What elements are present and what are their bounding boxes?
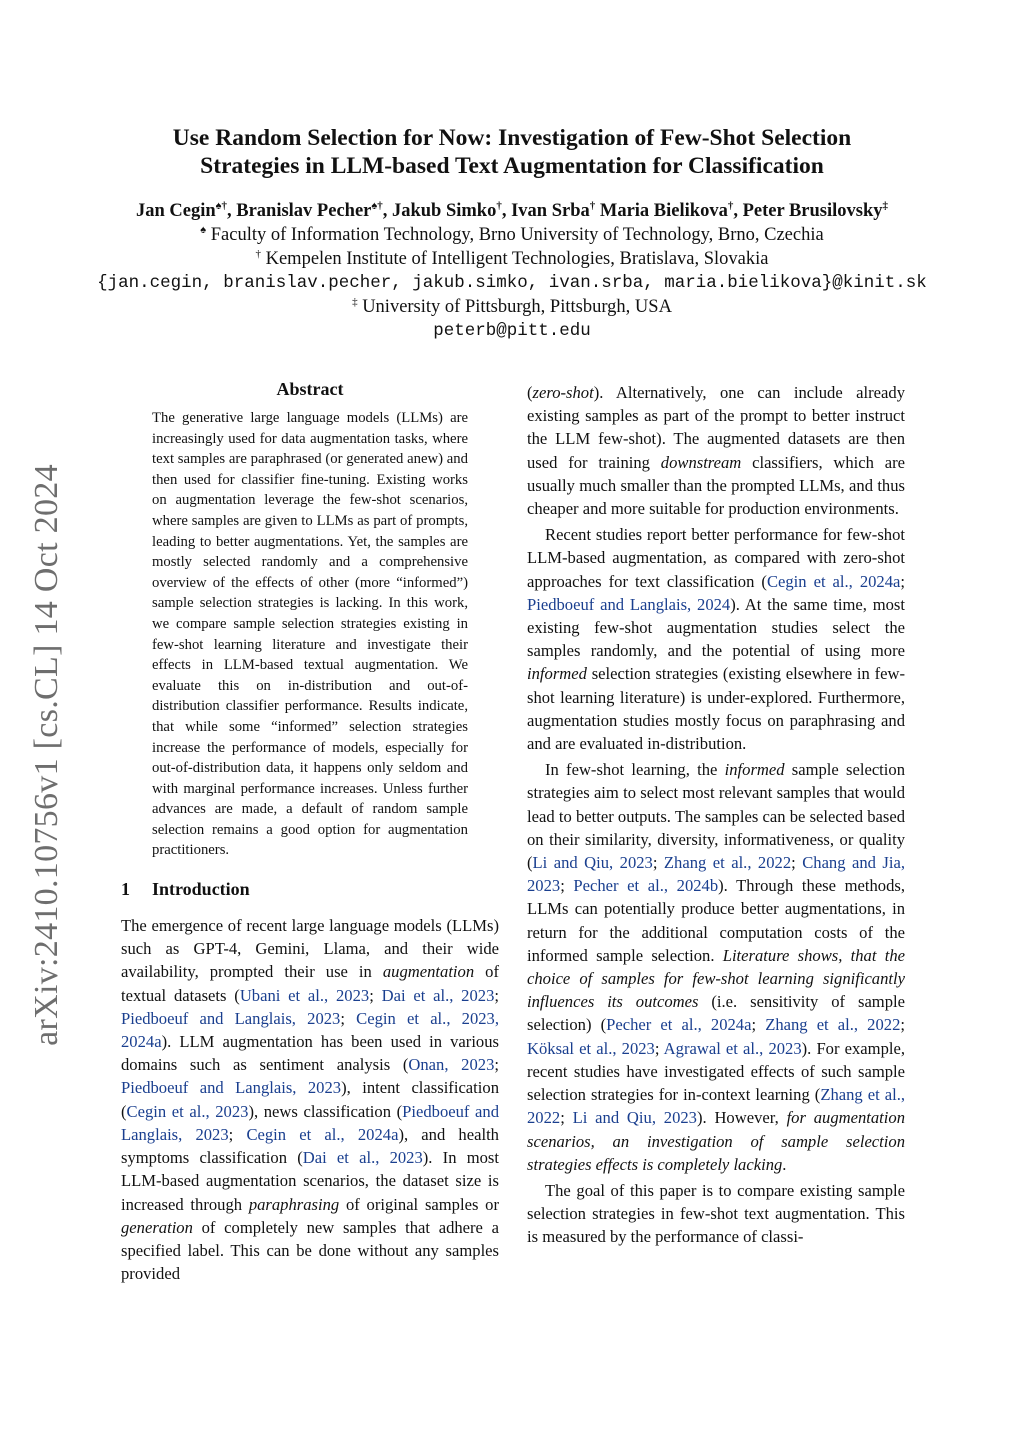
emphasis: informed (527, 664, 587, 684)
title-line-2: Strategies in LLM-based Text Augmentation for Classification (200, 153, 824, 179)
citation-link[interactable]: Zhang et al., 2022 (527, 1085, 906, 1128)
author-name: Jan Cegin (135, 201, 216, 221)
citation-link[interactable]: Li and Qiu, 2023 (572, 1108, 697, 1128)
intro-paragraph-4: In few-shot learning, the informed sample selection strategies aim to select most relevant samples that would lead to better outputs. The samples can be selected based on their similarity, diversity, informativeness, or quality (Li and Qiu, 2023; Zhang et al., 2022; Chang and Jia, 2023; Pecher et al., 2024b). Through these methods, LLMs can potentially produce better augmentations, in return for the additional computation costs of the informed sample selection. Literature shows, that the choice of samples for few-shot learning significantly influences its outcomes (i.e. sensitivity of sample selection) (Pecher et al., 2024a; Zhang et al., 2022; Köksal et al., 2023; Agrawal et al., 2023). For example, recent studies have investigated effects of such sample selection strategies for in-context learning (Zhang et al., 2022; Li and Qiu, 2023). However, for augmentation scenarios, an investigation of sample selection strategies effects is completely lacking. (527, 760, 906, 1174)
emphasis: informed (724, 760, 785, 780)
affiliation-3-mark: ‡ (352, 295, 358, 308)
affiliation-mark: ♠† (371, 199, 383, 212)
citation-link[interactable]: Cegin et al., 2023, 2024a (121, 1008, 500, 1052)
citation-link[interactable]: Piedboeuf and Langlais, 2023 (121, 1008, 341, 1028)
citation-link[interactable]: Zhang et al., 2022 (765, 1015, 901, 1035)
section-number: 1 (121, 879, 130, 900)
affiliation-mark: ♠† (215, 199, 227, 212)
affiliation-2: † Kempelen Institute of Intelligent Technologies, Bratislava, Slovakia (255, 247, 769, 269)
citation-link[interactable]: Li and Qiu, 2023 (532, 853, 653, 873)
affiliation-mark: † (496, 199, 502, 212)
citation-link[interactable]: Piedboeuf and Langlais, 2023 (121, 1101, 500, 1144)
citation-link[interactable]: Piedboeuf and Langlais, 2023 (121, 1078, 342, 1098)
abstract-heading: Abstract (276, 379, 344, 399)
author-list: Jan Cegin♠†, Branislav Pecher♠†, Jakub Simko†, Ivan Srba† Maria Bielikova†, Peter Brusilovsky‡ (135, 199, 889, 221)
abstract-text: The generative large language models (LLMs) are increasingly used for data augmentation tasks, where text samples are paraphrased (or generated anew) and then used for classifier fine-tuning. Existing works on augmentation leverage the few-shot scenarios, where samples are given to LLMs as part of prompts, leading to better augmentations. Yet, the samples are mostly selected randomly and a comprehensive overview of the effects of other (more “informed”) sample selection strategies is lacking. In this work, we compare sample selection strategies existing in few-shot learning literature and investigate their effects in LLM-based textual augmentation. We evaluate this on in-distribution and out-of-distribution classifier performance. Results indicate, that while some “informed” selection strategies increase the performance of models, especially for out-of-distribution data, it happens only seldom and with marginal performance increases. Unless further advances are made, a default of random sample selection remains a good option for augmentation practitioners. (152, 410, 468, 859)
author-name: Peter Brusilovsky (742, 201, 883, 221)
intro-paragraph-5: The goal of this paper is to compare existing sample selection strategies in few-shot text augmentation. This is measured by the performance of classi- (527, 1180, 905, 1247)
affiliation-mark: ‡ (882, 199, 889, 212)
author-name: Maria Bielikova (599, 201, 728, 221)
author-name: Jakub Simko (391, 201, 497, 221)
affiliation-mark: † (589, 199, 596, 212)
citation-link[interactable]: Onan, 2023 (408, 1055, 495, 1075)
intro-paragraph-2: (zero-shot). Alternatively, one can include already existing samples as part of the prompt to better instruct the LLM few-shot). The augmented datasets are then used for training downstream classifiers, which are usually much smaller than the prompted LLMs, and thus cheaper and more suitable for production environments. (527, 383, 905, 519)
author-block (80, 199, 944, 343)
right-column (527, 381, 905, 1249)
left-column (121, 378, 499, 1285)
citation-link[interactable]: Piedboeuf and Langlais, 2024 (527, 594, 731, 614)
author-emails: {jan.cegin, branislav.pecher, jakub.simko, ivan.srba, maria.bielikova}@kinit.sk (97, 273, 927, 293)
emphasis: paraphrasing (248, 1194, 340, 1214)
emphasis: augmentation (382, 962, 475, 982)
affiliation-2-mark: † (255, 247, 261, 260)
emphasis: Literature shows, that the choice of samples for few-shot learning significantly influences its outcomes (527, 945, 905, 1012)
emphasis: for augmentation scenarios, an investigation of sample selection strategies effects is completely lacking (527, 1108, 905, 1174)
section-title: Introduction (152, 879, 250, 900)
affiliation-mark: † (727, 199, 734, 212)
citation-link[interactable]: Ubani et al., 2023 (239, 985, 370, 1005)
arxiv-identifier: arXiv:2410.10756v1 [cs.CL] 14 Oct 2024 (28, 464, 65, 1046)
author-name: Branislav Pecher (236, 201, 372, 221)
citation-link[interactable]: Pecher et al., 2024b (573, 876, 719, 896)
affiliation-3: ‡ University of Pittsburgh, Pittsburgh, USA (352, 295, 672, 317)
emphasis: generation (121, 1217, 193, 1237)
intro-paragraph-3: Recent studies report better performance for few-shot LLM-based augmentation, as compared with zero-shot approaches for text classification (Cegin et al., 2024a; Piedboeuf and Langlais, 2024). At the same time, most existing few-shot augmentation studies select the samples randomly, and the potential of using more informed selection strategies (existing elsewhere in few-shot learning literature) is under-explored. Furthermore, augmentation studies mostly focus on paraphrasing and and are evaluated in-distribution. (527, 525, 906, 754)
citation-link[interactable]: Zhang et al., 2022 (663, 853, 792, 873)
citation-link[interactable]: Dai et al., 2023 (381, 985, 495, 1005)
arxiv-sidebar (0, 455, 95, 1055)
citation-link[interactable]: Cegin et al., 2024a (246, 1124, 399, 1144)
citation-link[interactable]: Chang and Jia, 2023 (527, 853, 905, 896)
citation-link[interactable]: Cegin et al., 2023 (126, 1101, 249, 1121)
citation-link[interactable]: Köksal et al., 2023 (527, 1038, 655, 1058)
emphasis: zero-shot (532, 383, 594, 402)
author-email-pitt: peterb@pitt.edu (433, 321, 591, 341)
section-heading-introduction (121, 878, 499, 900)
paper-title (112, 124, 912, 180)
intro-paragraph-1: The emergence of recent large language models (LLMs) such as GPT-4, Gemini, Llama, and their wide availability, prompted their use in augmentation of textual datasets (Ubani et al., 2023; Dai et al., 2023; Piedboeuf and Langlais, 2023; Cegin et al., 2023, 2024a). LLM augmentation has been used in various domains such as sentiment analysis (Onan, 2023; Piedboeuf and Langlais, 2023), intent classification (Cegin et al., 2023), news classification (Piedboeuf and Langlais, 2023; Cegin et al., 2024a), and health symptoms classification (Dai et al., 2023). In most LLM-based augmentation scenarios, the dataset size is increased through paraphrasing of original samples or generation of completely new samples that adhere a specified label. This can be done without any samples provided (121, 916, 500, 1284)
citation-link[interactable]: Dai et al., 2023 (302, 1148, 423, 1168)
affiliation-1: ♠ Faculty of Information Technology, Brno University of Technology, Brno, Czechia (200, 223, 824, 245)
citation-link[interactable]: Agrawal et al., 2023 (663, 1038, 802, 1058)
emphasis: downstream (660, 452, 742, 472)
citation-link[interactable]: Cegin et al., 2024a (766, 571, 901, 591)
title-line-1: Use Random Selection for Now: Investigation of Few-Shot Selection (172, 125, 852, 151)
affiliation-1-mark: ♠ (200, 223, 207, 236)
citation-link[interactable]: Pecher et al., 2024a (606, 1015, 752, 1035)
author-name: Ivan Srba (511, 201, 590, 221)
